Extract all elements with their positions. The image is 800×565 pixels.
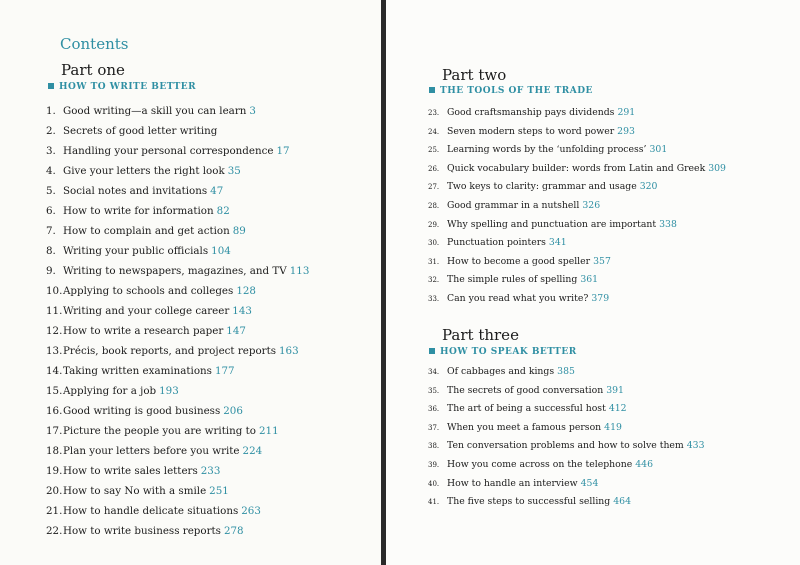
toc-entry-title: Plan your letters before you write <box>63 445 240 457</box>
contents-title: Contents <box>60 35 129 53</box>
toc-entry-number: 18. <box>46 445 63 457</box>
toc-entry-page: 17 <box>276 145 290 157</box>
toc-entry-title: Why spelling and punctuation are important <box>447 218 657 230</box>
toc-entry-number: 4. <box>46 165 56 177</box>
toc-entry-title: When you meet a famous person <box>447 421 602 433</box>
toc-entry-page: 379 <box>591 292 610 304</box>
toc-entry-page: 309 <box>708 162 726 174</box>
toc-entry-title: How to say No with a smile <box>63 485 207 497</box>
toc-entry <box>428 290 800 309</box>
toc-entry-title: How to write a research paper <box>63 325 224 337</box>
toc-entry-number: 20. <box>46 485 63 497</box>
toc-entry-number: 16. <box>46 405 63 417</box>
toc-entry-page: 320 <box>639 181 658 193</box>
toc-entry-page: 419 <box>604 421 622 433</box>
toc-entry-number: 41. <box>428 498 440 507</box>
toc-entry <box>428 456 800 475</box>
toc-entry-page: 278 <box>223 525 244 537</box>
toc-entry-number: 7. <box>46 225 56 237</box>
toc-entry <box>428 234 800 253</box>
toc-entry-number: 23. <box>428 109 440 117</box>
toc-entry <box>428 363 800 382</box>
toc-entry-number: 14. <box>46 365 63 377</box>
square-bullet-icon <box>48 83 54 89</box>
toc-entry-number: 19. <box>46 465 63 477</box>
toc-entry-number: 33. <box>428 294 440 303</box>
toc-entry <box>428 197 800 216</box>
toc-entry-number: 27. <box>428 183 440 192</box>
toc-entry-title: Writing to newspapers, magazines, and TV <box>63 265 287 277</box>
part-two-heading-text: THE TOOLS OF THE TRADE <box>440 86 593 96</box>
toc-entry-title: Good grammar in a nutshell <box>447 199 580 211</box>
toc-entry-title: How to write sales letters <box>63 465 198 477</box>
toc-entry-number: 6. <box>46 205 56 217</box>
toc-entry <box>428 419 800 438</box>
toc-entry <box>46 461 376 481</box>
square-bullet-icon <box>429 348 435 354</box>
toc-entry-number: 1. <box>46 105 56 117</box>
toc-entry-page: 163 <box>279 345 299 357</box>
toc-entry-page: 143 <box>232 305 252 317</box>
toc-entry <box>46 481 376 501</box>
toc-entry-number: 5. <box>46 185 56 197</box>
toc-entry-title: Writing your public officials <box>63 245 209 257</box>
toc-entry-number: 15. <box>46 385 63 397</box>
part-three-heading <box>429 347 577 357</box>
toc-entry-number: 2. <box>46 125 56 137</box>
part-three-title: Part three <box>442 326 519 344</box>
toc-entry-page: 385 <box>557 366 575 377</box>
toc-entry <box>46 401 376 421</box>
toc-entry-number: 32. <box>428 276 440 285</box>
toc-entry-number: 28. <box>428 201 440 210</box>
toc-entry <box>46 261 376 281</box>
toc-entry <box>46 501 376 521</box>
toc-entry <box>46 441 376 461</box>
toc-entry-page: 391 <box>606 384 624 396</box>
toc-entry <box>46 321 376 341</box>
toc-entry <box>46 521 376 541</box>
part-two-list <box>428 104 800 309</box>
toc-entry-title: How to become a good speller <box>447 255 591 267</box>
toc-entry-title: How you come across on the telephone <box>447 458 633 470</box>
toc-entry-title: Seven modern steps to word power <box>447 125 615 137</box>
toc-entry-title: Ten conversation problems and how to solve them <box>447 440 684 452</box>
toc-entry <box>428 160 800 179</box>
toc-entry <box>46 221 376 241</box>
toc-entry <box>46 201 376 221</box>
toc-entry <box>428 104 800 123</box>
toc-entry <box>428 493 800 512</box>
toc-entry-number: 34. <box>428 368 440 376</box>
toc-entry <box>428 253 800 272</box>
toc-entry <box>46 301 376 321</box>
toc-entry-page: 263 <box>241 505 261 517</box>
toc-entry-number: 22. <box>46 525 63 537</box>
toc-entry-page: 341 <box>548 237 567 249</box>
toc-entry-number: 29. <box>428 220 440 229</box>
toc-entry-title: Applying for a job <box>63 385 157 397</box>
toc-entry <box>46 181 376 201</box>
toc-entry <box>46 161 376 181</box>
toc-entry-number: 35. <box>428 386 440 395</box>
right-page <box>386 0 800 565</box>
toc-entry-title: Taking written examinations <box>63 365 212 377</box>
toc-entry-page: 3 <box>249 105 256 117</box>
toc-entry-page: 35 <box>227 165 241 177</box>
toc-entry-title: Quick vocabulary builder: words from Latin and Greek <box>447 162 706 174</box>
toc-entry-number: 30. <box>428 239 440 248</box>
toc-entry-number: 11. <box>46 305 63 317</box>
toc-entry <box>46 421 376 441</box>
toc-entry-number: 8. <box>46 245 56 257</box>
toc-entry-title: Applying to schools and colleges <box>63 285 234 297</box>
toc-entry-title: Learning words by the ‘unfolding process’ <box>447 144 647 156</box>
toc-entry <box>428 382 800 401</box>
toc-entry-title: How to handle delicate situations <box>63 505 239 517</box>
toc-entry-title: Picture the people you are writing to <box>63 425 256 437</box>
toc-entry-title: Précis, book reports, and project reports <box>63 345 276 357</box>
toc-entry <box>428 141 800 160</box>
toc-entry-page: 206 <box>223 405 243 417</box>
toc-entry-number: 12. <box>46 325 63 337</box>
toc-entry-title: The simple rules of spelling <box>447 274 578 286</box>
toc-entry <box>46 361 376 381</box>
toc-entry <box>428 475 800 494</box>
toc-entry-title: Give your letters the right look <box>63 165 225 177</box>
toc-entry-title: The art of being a successful host <box>447 403 606 415</box>
toc-entry-title: Secrets of good letter writing <box>63 125 218 137</box>
toc-entry <box>46 341 376 361</box>
toc-entry-title: How to write for information <box>63 205 214 217</box>
part-one-heading-text: HOW TO WRITE BETTER <box>59 82 197 92</box>
toc-entry-title: How to write business reports <box>63 525 221 537</box>
toc-entry <box>428 400 800 419</box>
toc-entry-number: 21. <box>46 505 63 517</box>
toc-entry-number: 24. <box>428 127 440 136</box>
toc-entry-number: 25. <box>428 146 440 155</box>
toc-entry <box>428 271 800 290</box>
toc-entry-number: 10. <box>46 285 63 297</box>
toc-entry-title: Two keys to clarity: grammar and usage <box>447 181 637 193</box>
toc-entry-page: 293 <box>617 125 635 137</box>
part-one-title: Part one <box>61 61 125 79</box>
toc-entry-title: Good craftsmanship pays dividends <box>447 107 615 118</box>
toc-entry-title: Good writing is good business <box>63 405 221 417</box>
part-two-heading <box>429 86 593 96</box>
toc-entry-page: 128 <box>236 285 256 297</box>
toc-entry-page: 357 <box>593 255 611 267</box>
toc-entry-page: 224 <box>242 445 263 457</box>
toc-entry-title: Social notes and invitations <box>63 185 208 197</box>
toc-entry-page: 291 <box>617 107 636 118</box>
toc-entry-number: 3. <box>46 145 56 157</box>
toc-entry-number: 17. <box>46 425 63 437</box>
toc-entry-number: 31. <box>428 257 440 266</box>
toc-entry <box>46 281 376 301</box>
toc-entry-number: 9. <box>46 265 56 277</box>
toc-entry-page: 301 <box>649 144 668 156</box>
toc-entry-page: 251 <box>209 485 229 497</box>
toc-entry-page: 104 <box>211 245 231 257</box>
toc-entry-page: 82 <box>216 205 230 217</box>
toc-entry-number: 37. <box>428 423 440 432</box>
toc-entry-page: 454 <box>580 477 599 489</box>
part-two-title: Part two <box>442 66 507 84</box>
toc-entry <box>428 123 800 142</box>
toc-entry-title: Of cabbages and kings <box>447 366 555 377</box>
toc-entry-page: 89 <box>232 225 246 237</box>
toc-entry <box>46 241 376 261</box>
toc-entry-page: 361 <box>580 274 599 286</box>
toc-entry-number: 13. <box>46 345 63 357</box>
toc-entry-page: 147 <box>226 325 246 337</box>
toc-entry-title: The secrets of good conversation <box>447 384 604 396</box>
toc-entry-page: 211 <box>258 425 279 437</box>
toc-entry-title: How to handle an interview <box>447 477 578 489</box>
part-three-list <box>428 363 800 512</box>
part-one-heading <box>48 82 196 92</box>
toc-entry-page: 338 <box>659 218 677 230</box>
toc-entry-title: Writing and your college career <box>63 305 230 317</box>
toc-entry-title: Can you read what you write? <box>447 292 589 304</box>
toc-entry <box>428 178 800 197</box>
part-three-heading-text: HOW TO SPEAK BETTER <box>440 347 577 357</box>
toc-entry <box>46 141 376 161</box>
toc-entry <box>428 216 800 235</box>
toc-entry-title: The five steps to successful selling <box>447 496 611 508</box>
toc-entry <box>46 381 376 401</box>
toc-entry-page: 177 <box>214 365 235 377</box>
toc-entry-title: Good writing—a skill you can learn <box>63 105 247 117</box>
toc-entry-number: 40. <box>428 479 440 488</box>
toc-entry-page: 464 <box>613 496 631 508</box>
toc-entry-number: 26. <box>428 164 440 173</box>
left-page <box>0 0 384 565</box>
toc-entry-title: Handling your personal correspondence <box>63 145 274 157</box>
part-one-list <box>46 101 376 541</box>
toc-entry <box>46 121 376 141</box>
square-bullet-icon <box>429 87 435 93</box>
toc-entry <box>428 437 800 456</box>
toc-entry-page: 113 <box>289 265 310 277</box>
toc-entry-number: 39. <box>428 460 440 469</box>
toc-entry-page: 47 <box>210 185 224 197</box>
toc-entry-number: 36. <box>428 405 440 414</box>
toc-entry-page: 193 <box>159 385 179 397</box>
toc-entry-page: 412 <box>608 403 627 415</box>
toc-entry-title: How to complain and get action <box>63 225 230 237</box>
toc-entry-page: 433 <box>686 440 705 452</box>
toc-entry-number: 38. <box>428 442 440 451</box>
toc-entry-page: 326 <box>582 199 601 211</box>
toc-entry <box>46 101 376 121</box>
toc-entry-page: 446 <box>635 458 653 470</box>
toc-entry-title: Punctuation pointers <box>447 237 546 249</box>
toc-entry-page: 233 <box>200 465 221 477</box>
